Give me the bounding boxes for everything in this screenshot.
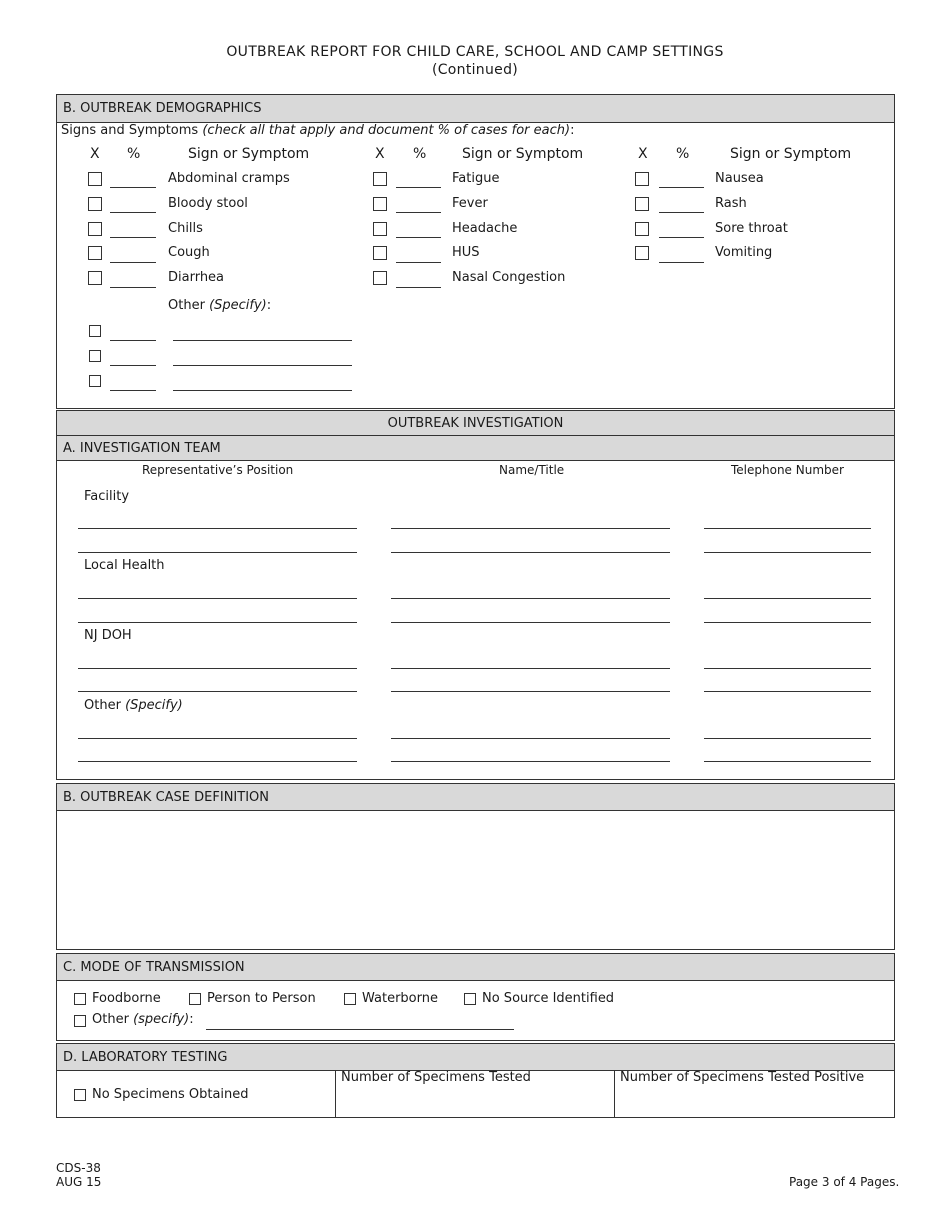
- col2-x-header: X: [375, 146, 385, 162]
- foodborne-checkbox[interactable]: [74, 993, 86, 1005]
- position-column-header: Representative’s Position: [142, 463, 294, 477]
- name-field[interactable]: [391, 668, 670, 669]
- name-field[interactable]: [391, 528, 670, 529]
- percent-field[interactable]: [110, 390, 156, 391]
- other-symptom-checkbox[interactable]: [89, 350, 101, 362]
- symptom-checkbox[interactable]: [373, 271, 387, 285]
- no-source-label: No Source Identified: [482, 991, 615, 1006]
- transmission-heading: C. MODE OF TRANSMISSION: [57, 954, 894, 981]
- symptom-checkbox[interactable]: [88, 222, 102, 236]
- other-transmission-label: Other (specify):: [92, 1012, 194, 1027]
- position-field[interactable]: [78, 761, 357, 762]
- no-specimens-label: No Specimens Obtained: [92, 1087, 249, 1102]
- phone-column-header: Telephone Number: [731, 463, 844, 477]
- name-field[interactable]: [391, 738, 670, 739]
- specimens-positive-label: Number of Specimens Tested Positive: [620, 1070, 865, 1085]
- col3-pct-header: %: [676, 146, 690, 162]
- waterborne-label: Waterborne: [362, 991, 438, 1006]
- symptom-checkbox[interactable]: [373, 197, 387, 211]
- form-title: OUTBREAK REPORT FOR CHILD CARE, SCHOOL AND CAMP SETTINGS: [226, 44, 724, 60]
- phone-field[interactable]: [704, 668, 871, 669]
- page-number: Page 3 of 4 Pages.: [789, 1175, 900, 1189]
- phone-field[interactable]: [704, 761, 871, 762]
- waterborne-checkbox[interactable]: [344, 993, 356, 1005]
- symptom-label: HUS: [452, 245, 480, 260]
- symptom-label: Headache: [452, 221, 518, 236]
- percent-field[interactable]: [110, 212, 156, 213]
- percent-field[interactable]: [659, 187, 704, 188]
- phone-field[interactable]: [704, 691, 871, 692]
- percent-field[interactable]: [396, 237, 441, 238]
- symptom-checkbox[interactable]: [635, 246, 649, 260]
- other-symptom-checkbox[interactable]: [89, 375, 101, 387]
- percent-field[interactable]: [396, 262, 441, 263]
- symptom-label: Abdominal cramps: [168, 171, 290, 186]
- case-definition-textarea[interactable]: [57, 811, 894, 949]
- position-field[interactable]: [78, 528, 357, 529]
- demographics-heading: B. OUTBREAK DEMOGRAPHICS: [57, 95, 894, 123]
- other-symptom-field[interactable]: [173, 390, 352, 391]
- col1-sign-header: Sign or Symptom: [188, 146, 310, 162]
- symptom-checkbox[interactable]: [88, 172, 102, 186]
- col1-x-header: X: [90, 146, 100, 162]
- percent-field[interactable]: [110, 262, 156, 263]
- other-symptom-field[interactable]: [173, 340, 352, 341]
- no-specimens-checkbox[interactable]: [74, 1089, 86, 1101]
- other-transmission-field[interactable]: [206, 1029, 514, 1030]
- percent-field[interactable]: [659, 237, 704, 238]
- phone-field[interactable]: [704, 552, 871, 553]
- position-field[interactable]: [78, 668, 357, 669]
- col2-pct-header: %: [413, 146, 427, 162]
- symptom-label: Rash: [715, 196, 747, 211]
- name-column-header: Name/Title: [499, 463, 565, 477]
- team-row-label: NJ DOH: [84, 628, 132, 643]
- investigation-banner: OUTBREAK INVESTIGATION: [57, 411, 894, 436]
- percent-field[interactable]: [396, 287, 441, 288]
- name-field[interactable]: [391, 622, 670, 623]
- specimens-positive-field[interactable]: [615, 1088, 894, 1117]
- name-field[interactable]: [391, 598, 670, 599]
- symptom-label: Nausea: [715, 171, 764, 186]
- specimens-tested-field[interactable]: [336, 1088, 613, 1117]
- symptom-label: Sore throat: [715, 221, 788, 236]
- investigation-team-heading: A. INVESTIGATION TEAM: [57, 436, 894, 461]
- col3-x-header: X: [638, 146, 648, 162]
- percent-field[interactable]: [110, 340, 156, 341]
- foodborne-label: Foodborne: [92, 991, 161, 1006]
- phone-field[interactable]: [704, 528, 871, 529]
- percent-field[interactable]: [659, 262, 704, 263]
- other-symptom-field[interactable]: [173, 365, 352, 366]
- team-row-label: Local Health: [84, 558, 165, 573]
- symptom-label: Fatigue: [452, 171, 500, 186]
- symptom-checkbox[interactable]: [635, 222, 649, 236]
- percent-field[interactable]: [396, 212, 441, 213]
- form-date: AUG 15: [56, 1175, 102, 1189]
- col1-pct-header: %: [127, 146, 141, 162]
- position-field[interactable]: [78, 622, 357, 623]
- symptom-checkbox[interactable]: [373, 246, 387, 260]
- other-transmission-checkbox[interactable]: [74, 1015, 86, 1027]
- symptom-checkbox[interactable]: [373, 222, 387, 236]
- person-to-person-checkbox[interactable]: [189, 993, 201, 1005]
- signs-prompt: Signs and Symptoms (check all that apply and document % of cases for each):: [61, 123, 575, 138]
- position-field[interactable]: [78, 691, 357, 692]
- phone-field[interactable]: [704, 598, 871, 599]
- position-field[interactable]: [78, 738, 357, 739]
- form-subtitle: (Continued): [431, 62, 519, 78]
- no-source-checkbox[interactable]: [464, 993, 476, 1005]
- symptom-checkbox[interactable]: [635, 197, 649, 211]
- percent-field[interactable]: [659, 212, 704, 213]
- team-row-label-other: Other (Specify): [84, 698, 183, 713]
- percent-field[interactable]: [110, 187, 156, 188]
- symptom-label: Nasal Congestion: [452, 270, 566, 285]
- symptom-label: Vomiting: [715, 245, 773, 260]
- percent-field[interactable]: [110, 287, 156, 288]
- name-field[interactable]: [391, 761, 670, 762]
- specimens-tested-label: Number of Specimens Tested: [341, 1070, 531, 1085]
- symptom-label: Fever: [452, 196, 488, 211]
- percent-field[interactable]: [110, 237, 156, 238]
- name-field[interactable]: [391, 691, 670, 692]
- percent-field[interactable]: [396, 187, 441, 188]
- position-field[interactable]: [78, 598, 357, 599]
- team-row-label: Facility: [84, 489, 130, 504]
- person-to-person-label: Person to Person: [207, 991, 316, 1006]
- phone-field[interactable]: [704, 622, 871, 623]
- col3-sign-header: Sign or Symptom: [730, 146, 852, 162]
- name-field[interactable]: [391, 552, 670, 553]
- symptom-checkbox[interactable]: [373, 172, 387, 186]
- symptom-label: Chills: [168, 221, 203, 236]
- other-symptom-checkbox[interactable]: [89, 325, 101, 337]
- symptom-checkbox[interactable]: [88, 197, 102, 211]
- symptom-checkbox[interactable]: [88, 271, 102, 285]
- phone-field[interactable]: [704, 738, 871, 739]
- symptom-label: Diarrhea: [168, 270, 225, 285]
- form-id: CDS-38: [56, 1161, 101, 1175]
- symptom-checkbox[interactable]: [88, 246, 102, 260]
- col2-sign-header: Sign or Symptom: [462, 146, 584, 162]
- other-symptom-label: Other (Specify):: [168, 298, 272, 313]
- symptom-checkbox[interactable]: [635, 172, 649, 186]
- symptom-label: Cough: [168, 245, 210, 260]
- case-definition-section: [56, 783, 895, 950]
- percent-field[interactable]: [110, 365, 156, 366]
- position-field[interactable]: [78, 552, 357, 553]
- lab-heading: D. LABORATORY TESTING: [57, 1044, 894, 1071]
- symptom-label: Bloody stool: [168, 196, 248, 211]
- case-definition-heading: B. OUTBREAK CASE DEFINITION: [57, 784, 894, 811]
